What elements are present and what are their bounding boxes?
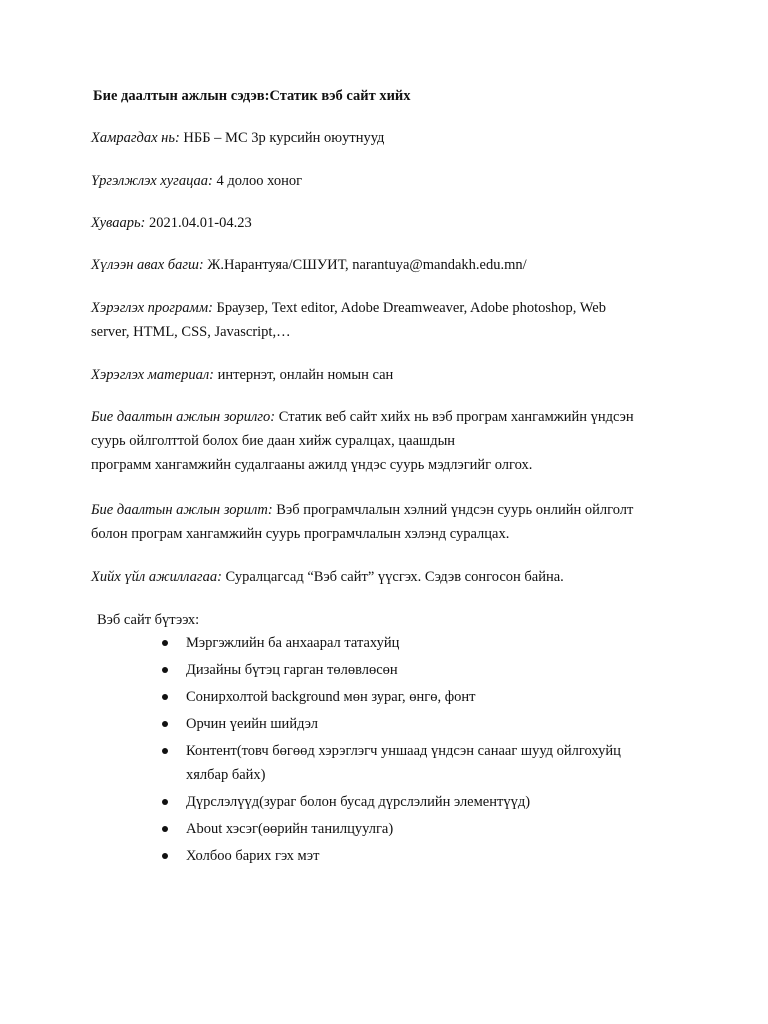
field-goal bbox=[91, 405, 691, 477]
field-label: Хуваарь: bbox=[91, 215, 146, 231]
list-item-text: About хэсэг(өөрийн танилцуулга) bbox=[186, 821, 394, 837]
bullet-icon bbox=[162, 853, 168, 859]
field-value-line-3: программ хангамжийн судалгааны ажилд үндэс суурь мэдлэгийг олгох. bbox=[91, 457, 533, 473]
field-label: Хийх үйл ажиллагаа: bbox=[91, 569, 222, 585]
list-item bbox=[140, 739, 700, 787]
field-label: Бие даалтын ажлын зорилт: bbox=[91, 502, 273, 518]
field-objective bbox=[91, 498, 691, 546]
field-activity bbox=[91, 565, 691, 589]
list-item bbox=[140, 790, 700, 814]
bullet-icon bbox=[162, 721, 168, 727]
list-item-text: Дизайны бүтэц гарган төлөвлөсөн bbox=[186, 662, 398, 678]
bullet-icon bbox=[162, 826, 168, 832]
list-item bbox=[140, 712, 700, 736]
field-line bbox=[91, 296, 691, 320]
list-item bbox=[140, 658, 700, 682]
field-value: интернэт, онлайн номын сан bbox=[217, 367, 394, 383]
field-label: Бие даалтын ажлын зорилго: bbox=[91, 409, 276, 425]
list-item-text: Дүрслэлүүд(зураг болон бусад дүрслэлийн элементүүд) bbox=[186, 794, 531, 810]
field-value: Браузер, Text editor, Adobe Dreamweaver, Adobe photoshop, Web bbox=[216, 300, 606, 316]
field-value-line-2: server, HTML, CSS, Javascript,… bbox=[91, 324, 291, 340]
list-item bbox=[140, 685, 700, 709]
field-duration bbox=[91, 169, 691, 193]
field-value: Суралцагсад “Вэб сайт” үүсгэх. Сэдэв сонгосон байна. bbox=[225, 569, 564, 585]
field-schedule bbox=[91, 211, 691, 235]
field-value: Вэб програмчлалын хэлний үндсэн суурь онлийн ойлголт bbox=[276, 502, 634, 518]
field-label: Хэрэглэх материал: bbox=[91, 367, 214, 383]
field-value: Статик веб сайт хийх нь вэб програм хангамжийн үндсэн bbox=[278, 409, 634, 425]
field-software bbox=[91, 296, 691, 344]
field-value: Ж.Нарантуяа/СШУИТ, narantuya@mandakh.edu.mn/ bbox=[207, 257, 527, 273]
web-build-heading: Вэб сайт бүтээх: bbox=[97, 612, 200, 628]
field-value: 4 долоо хоног bbox=[216, 173, 303, 189]
bullet-icon bbox=[162, 799, 168, 805]
list-item-text-line-2: хялбар байх) bbox=[186, 767, 266, 783]
list-item bbox=[140, 817, 700, 841]
bullet-icon bbox=[162, 748, 168, 754]
bullet-icon bbox=[162, 667, 168, 673]
field-value: 2021.04.01-04.23 bbox=[149, 215, 252, 231]
list-item-text: Мэргэжлийн ба анхаарал татахуйц bbox=[186, 635, 400, 651]
document-title: Бие даалтын ажлын сэдэв:Статик вэб сайт хийх bbox=[93, 88, 411, 104]
field-label: Хүлээн авах багш: bbox=[91, 257, 204, 273]
field-material bbox=[91, 363, 691, 387]
field-value-line-2: болон програм хангамжийн суурь програмчлалын хэлэнд суралцах. bbox=[91, 526, 510, 542]
list-item-text: Сонирхолтой background мөн зураг, өнгө, фонт bbox=[186, 689, 476, 705]
field-teacher bbox=[91, 253, 691, 277]
field-audience bbox=[91, 126, 691, 150]
bullet-icon bbox=[162, 640, 168, 646]
field-value-line-2: суурь ойлголттой болох бие даан хийж суралцах, цаашдын bbox=[91, 433, 456, 449]
field-label: Хэрэглэх программ: bbox=[91, 300, 213, 316]
list-item bbox=[140, 844, 700, 868]
field-line bbox=[91, 405, 691, 429]
list-item-text: Холбоо барих гэх мэт bbox=[186, 848, 320, 864]
list-item bbox=[140, 631, 700, 655]
list-item-text: Орчин үеийн шийдэл bbox=[186, 716, 319, 732]
field-value: НББ – МС 3р курсийн оюутнууд bbox=[183, 130, 385, 146]
field-label: Үргэлжлэх хугацаа: bbox=[91, 173, 213, 189]
field-line bbox=[91, 498, 691, 522]
requirements-list bbox=[140, 631, 700, 871]
field-label: Хамрагдах нь: bbox=[91, 130, 180, 146]
bullet-icon bbox=[162, 694, 168, 700]
list-item-text: Контент(товч бөгөөд хэрэглэгч уншаад үндсэн санааг шууд ойлгохуйц bbox=[186, 743, 621, 759]
